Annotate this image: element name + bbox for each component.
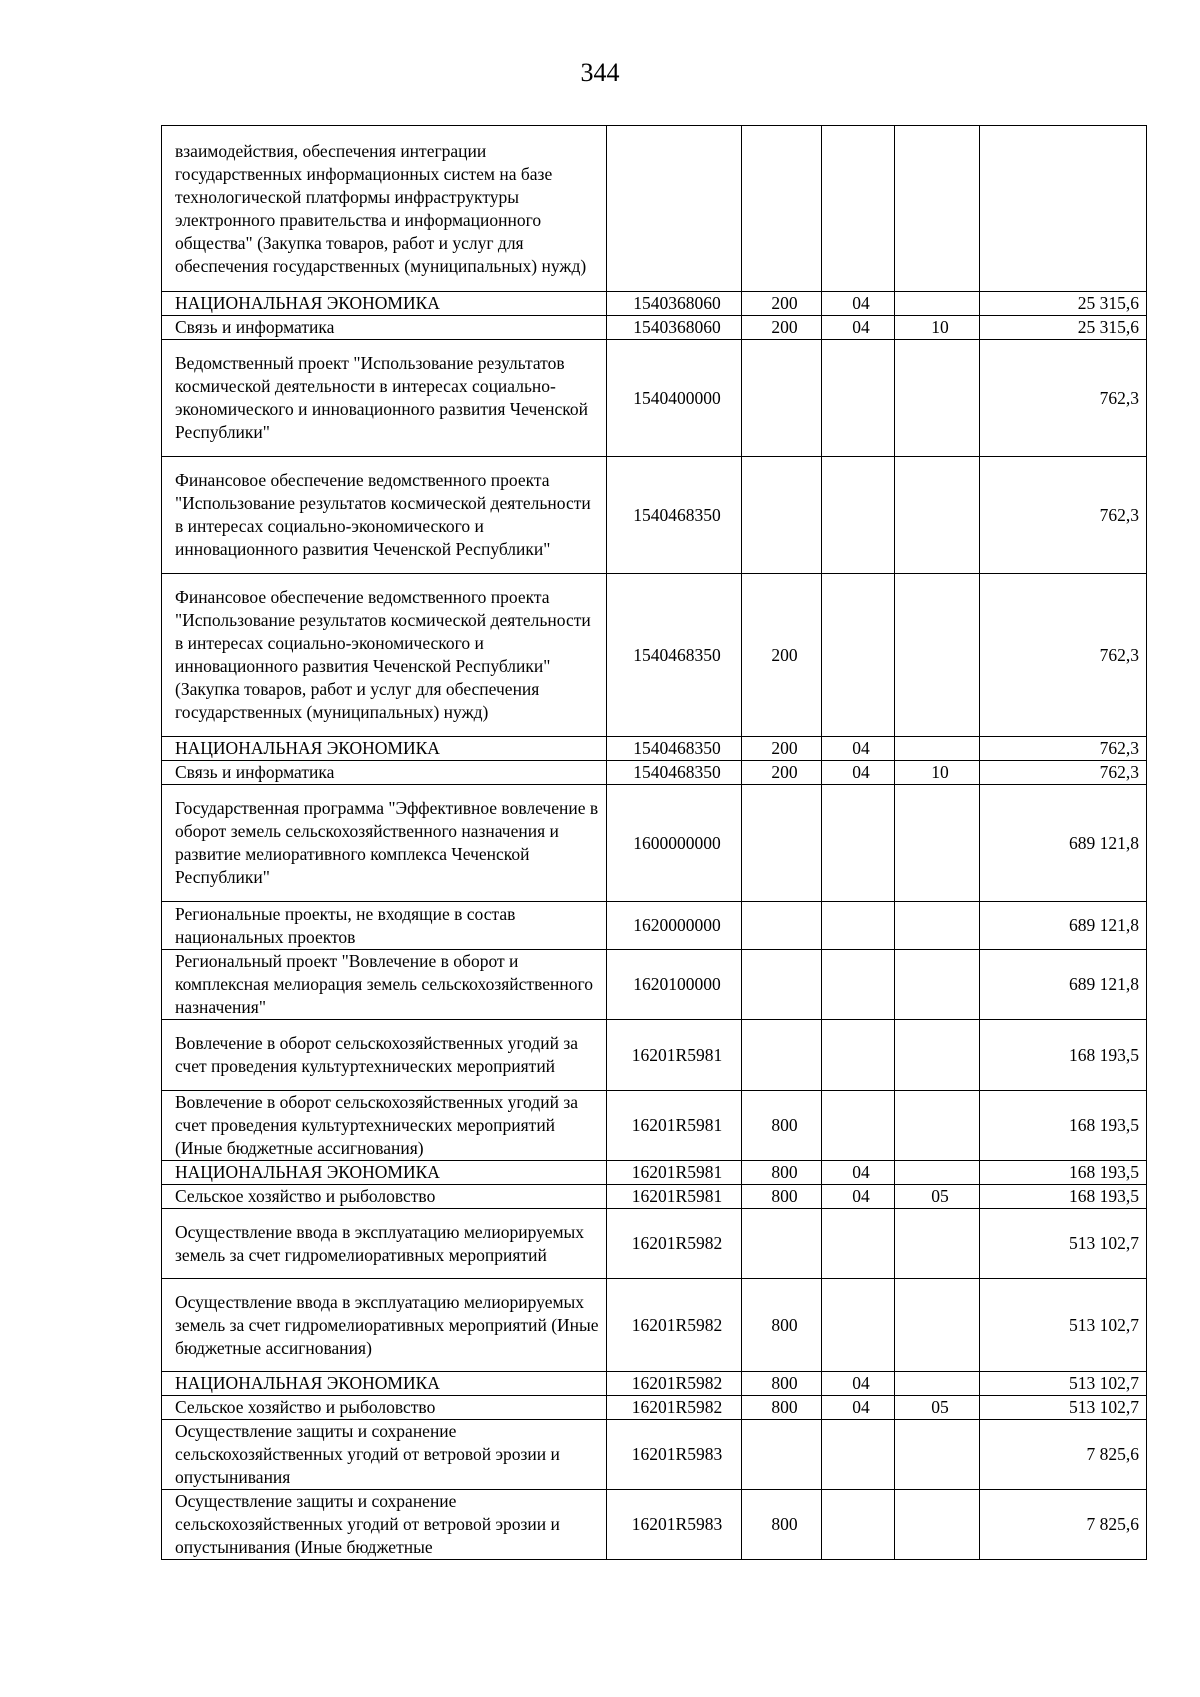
row-name-cell: Финансовое обеспечение ведомственного проекта "Использование результатов космической деятельности в интересах социально-экономического и инновационного развития Чеченской Республики" (162, 457, 607, 574)
row-name-cell: Региональный проект "Вовлечение в оборот и комплексная мелиорация земель сельскохозяйственного назначения" (162, 950, 607, 1020)
row-expense-type-cell: 800 (742, 1185, 822, 1209)
row-section-cell (822, 785, 895, 902)
row-name-cell: Осуществление ввода в эксплуатацию мелиорируемых земель за счет гидромелиоративных мероприятий (Иные бюджетные ассигнования) (162, 1279, 607, 1372)
table-row (162, 902, 1147, 950)
row-amount-cell: 168 193,5 (980, 1185, 1147, 1209)
row-subsection-cell (895, 292, 980, 316)
row-code-cell: 16201R5981 (607, 1091, 742, 1161)
row-code-cell: 16201R5981 (607, 1161, 742, 1185)
row-section-cell: 04 (822, 761, 895, 785)
row-expense-type-cell: 200 (742, 292, 822, 316)
row-amount-cell: 762,3 (980, 761, 1147, 785)
row-name-cell: Вовлечение в оборот сельскохозяйственных угодий за счет проведения культуртехнических мероприятий (Иные бюджетные ассигнования) (162, 1091, 607, 1161)
table-row (162, 1490, 1147, 1560)
row-code-cell: 16201R5982 (607, 1372, 742, 1396)
row-name-cell: Связь и информатика (162, 761, 607, 785)
row-code-cell: 1600000000 (607, 785, 742, 902)
row-section-cell (822, 902, 895, 950)
row-expense-type-cell (742, 340, 822, 457)
row-amount-cell: 762,3 (980, 340, 1147, 457)
table-row (162, 1372, 1147, 1396)
row-amount-cell: 7 825,6 (980, 1420, 1147, 1490)
row-section-cell: 04 (822, 737, 895, 761)
row-code-cell: 1620100000 (607, 950, 742, 1020)
row-name-cell: Ведомственный проект "Использование результатов космической деятельности в интересах социально-экономического и инновационного развития Чеченской Республики" (162, 340, 607, 457)
row-subsection-cell (895, 1091, 980, 1161)
row-expense-type-cell (742, 1020, 822, 1091)
row-section-cell (822, 1420, 895, 1490)
row-code-cell: 16201R5982 (607, 1396, 742, 1420)
row-name-cell: Государственная программа "Эффективное вовлечение в оборот земель сельскохозяйственного назначения и развитие мелиоративного комплекса Чеченской Республики" (162, 785, 607, 902)
table-row (162, 761, 1147, 785)
table-row (162, 316, 1147, 340)
row-name-cell: НАЦИОНАЛЬНАЯ ЭКОНОМИКА (162, 737, 607, 761)
row-subsection-cell: 05 (895, 1185, 980, 1209)
row-subsection-cell (895, 902, 980, 950)
table-row (162, 1209, 1147, 1279)
table-row (162, 292, 1147, 316)
row-section-cell (822, 340, 895, 457)
table-row (162, 785, 1147, 902)
row-section-cell: 04 (822, 1161, 895, 1185)
page-number: 344 (580, 58, 620, 87)
row-amount-cell: 513 102,7 (980, 1279, 1147, 1372)
row-amount-cell: 7 825,6 (980, 1490, 1147, 1560)
row-subsection-cell (895, 1209, 980, 1279)
row-subsection-cell (895, 1161, 980, 1185)
row-expense-type-cell: 800 (742, 1161, 822, 1185)
row-amount-cell: 689 121,8 (980, 902, 1147, 950)
table-row (162, 1396, 1147, 1420)
row-code-cell: 16201R5982 (607, 1209, 742, 1279)
row-amount-cell: 168 193,5 (980, 1161, 1147, 1185)
table-row (162, 1091, 1147, 1161)
table-row (162, 1279, 1147, 1372)
row-expense-type-cell: 200 (742, 574, 822, 737)
row-code-cell: 1540468350 (607, 457, 742, 574)
row-code-cell: 1540368060 (607, 292, 742, 316)
row-section-cell: 04 (822, 316, 895, 340)
row-subsection-cell (895, 785, 980, 902)
row-name-cell: Сельское хозяйство и рыболовство (162, 1185, 607, 1209)
row-expense-type-cell (742, 1209, 822, 1279)
row-name-cell: Сельское хозяйство и рыболовство (162, 1396, 607, 1420)
row-expense-type-cell (742, 457, 822, 574)
row-name-cell: Связь и информатика (162, 316, 607, 340)
row-section-cell (822, 1020, 895, 1091)
row-section-cell (822, 1091, 895, 1161)
row-code-cell: 16201R5981 (607, 1185, 742, 1209)
row-subsection-cell (895, 1020, 980, 1091)
row-section-cell (822, 457, 895, 574)
budget-table-body (162, 126, 1147, 1560)
row-code-cell: 16201R5983 (607, 1420, 742, 1490)
row-code-cell: 1540468350 (607, 737, 742, 761)
table-row (162, 126, 1147, 292)
row-code-cell: 16201R5981 (607, 1020, 742, 1091)
row-name-cell: Вовлечение в оборот сельскохозяйственных угодий за счет проведения культуртехнических мероприятий (162, 1020, 607, 1091)
row-code-cell: 16201R5982 (607, 1279, 742, 1372)
row-amount-cell: 689 121,8 (980, 950, 1147, 1020)
row-subsection-cell (895, 340, 980, 457)
row-name-cell: Осуществление защиты и сохранение сельскохозяйственных угодий от ветровой эрозии и опустынивания (162, 1420, 607, 1490)
row-section-cell (822, 950, 895, 1020)
row-expense-type-cell (742, 785, 822, 902)
row-section-cell: 04 (822, 1185, 895, 1209)
row-expense-type-cell: 800 (742, 1372, 822, 1396)
row-amount-cell (980, 126, 1147, 292)
table-row (162, 457, 1147, 574)
row-amount-cell: 513 102,7 (980, 1396, 1147, 1420)
row-amount-cell: 762,3 (980, 457, 1147, 574)
table-row (162, 950, 1147, 1020)
row-name-cell: Осуществление защиты и сохранение сельскохозяйственных угодий от ветровой эрозии и опустынивания (Иные бюджетные (162, 1490, 607, 1560)
row-subsection-cell (895, 1372, 980, 1396)
row-code-cell: 1540368060 (607, 316, 742, 340)
row-section-cell (822, 126, 895, 292)
row-amount-cell: 513 102,7 (980, 1209, 1147, 1279)
row-subsection-cell (895, 737, 980, 761)
table-row (162, 1420, 1147, 1490)
row-amount-cell: 25 315,6 (980, 292, 1147, 316)
row-section-cell (822, 1209, 895, 1279)
row-name-cell: Осуществление ввода в эксплуатацию мелиорируемых земель за счет гидромелиоративных мероприятий (162, 1209, 607, 1279)
row-subsection-cell: 10 (895, 761, 980, 785)
row-expense-type-cell: 200 (742, 316, 822, 340)
row-code-cell: 1620000000 (607, 902, 742, 950)
row-section-cell (822, 1279, 895, 1372)
row-amount-cell: 689 121,8 (980, 785, 1147, 902)
row-subsection-cell (895, 457, 980, 574)
row-subsection-cell (895, 1420, 980, 1490)
row-amount-cell: 168 193,5 (980, 1091, 1147, 1161)
row-expense-type-cell: 800 (742, 1279, 822, 1372)
table-row (162, 1185, 1147, 1209)
row-expense-type-cell (742, 902, 822, 950)
row-code-cell: 1540468350 (607, 574, 742, 737)
row-expense-type-cell: 800 (742, 1091, 822, 1161)
row-expense-type-cell (742, 950, 822, 1020)
row-name-cell: взаимодействия, обеспечения интеграции государственных информационных систем на базе технологической платформы инфраструктуры электронного правительства и информационного общества" (Закупка товаров, работ и услуг для обеспечения государственных (муниципальных) нужд) (162, 126, 607, 292)
row-expense-type-cell: 800 (742, 1396, 822, 1420)
row-code-cell (607, 126, 742, 292)
table-row (162, 574, 1147, 737)
table-row (162, 737, 1147, 761)
row-expense-type-cell (742, 126, 822, 292)
row-subsection-cell (895, 1279, 980, 1372)
row-amount-cell: 762,3 (980, 737, 1147, 761)
row-code-cell: 1540400000 (607, 340, 742, 457)
row-name-cell: НАЦИОНАЛЬНАЯ ЭКОНОМИКА (162, 292, 607, 316)
row-amount-cell: 168 193,5 (980, 1020, 1147, 1091)
row-code-cell: 16201R5983 (607, 1490, 742, 1560)
row-section-cell: 04 (822, 1396, 895, 1420)
budget-table (161, 125, 1147, 1560)
row-section-cell (822, 574, 895, 737)
row-subsection-cell: 10 (895, 316, 980, 340)
table-row (162, 340, 1147, 457)
row-expense-type-cell: 800 (742, 1490, 822, 1560)
row-name-cell: Региональные проекты, не входящие в состав национальных проектов (162, 902, 607, 950)
row-subsection-cell: 05 (895, 1396, 980, 1420)
row-amount-cell: 513 102,7 (980, 1372, 1147, 1396)
table-row (162, 1020, 1147, 1091)
row-subsection-cell (895, 574, 980, 737)
row-name-cell: НАЦИОНАЛЬНАЯ ЭКОНОМИКА (162, 1161, 607, 1185)
row-expense-type-cell: 200 (742, 761, 822, 785)
row-subsection-cell (895, 126, 980, 292)
row-subsection-cell (895, 1490, 980, 1560)
row-expense-type-cell: 200 (742, 737, 822, 761)
row-name-cell: Финансовое обеспечение ведомственного проекта "Использование результатов космической деятельности в интересах социально-экономического и инновационного развития Чеченской Республики" (Закупка товаров, работ и услуг для обеспечения государственных (муниципальных) нужд) (162, 574, 607, 737)
row-section-cell (822, 1490, 895, 1560)
row-name-cell: НАЦИОНАЛЬНАЯ ЭКОНОМИКА (162, 1372, 607, 1396)
row-code-cell: 1540468350 (607, 761, 742, 785)
row-subsection-cell (895, 950, 980, 1020)
table-row (162, 1161, 1147, 1185)
row-section-cell: 04 (822, 1372, 895, 1396)
row-section-cell: 04 (822, 292, 895, 316)
row-amount-cell: 762,3 (980, 574, 1147, 737)
row-expense-type-cell (742, 1420, 822, 1490)
row-amount-cell: 25 315,6 (980, 316, 1147, 340)
